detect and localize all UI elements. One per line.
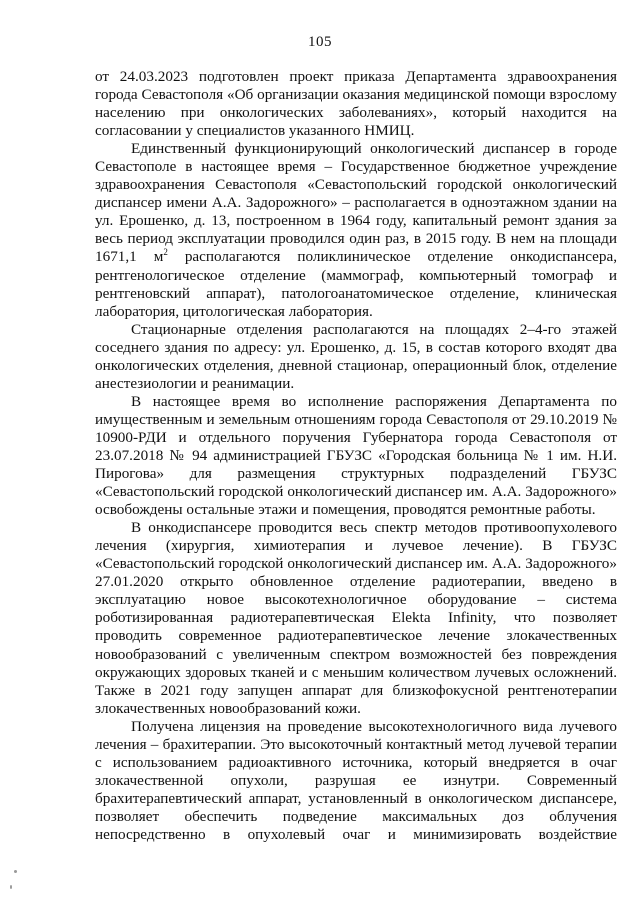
paragraph-inpatient-departments: Стационарные отделения располагаются на площадях 2–4-го этажей соседнего здания по адресу: ул. Ерошенко, д. 15, в состав которого входят два онкологических отделения, дневной стационар, операционный блок, отделение анестезиологии и реанимации. (95, 320, 617, 392)
paragraph-continuation: от 24.03.2023 подготовлен проект приказа Департамента здравоохранения города Севастополя «Об организации оказания медицинской помощи взрослому населению при онкологических заболеваниях», который находится на согласовании у специалистов указанного НМИЦ. (95, 68, 617, 140)
scan-artifact-dot (14, 870, 17, 873)
page-number: 105 (308, 34, 332, 50)
scan-artifact-dot (10, 885, 12, 889)
paragraph-oncology-dispensary-text-after: располагаются поликлиническое отделение онкодиспансера, рентгенологическое отделение (маммограф, компьютерный томограф и рентгеновский аппарат), патологоанатомическое отделение, клиническая лаборатория, цитологическая лаборатория. (95, 248, 617, 320)
paragraph-oncology-dispensary (95, 140, 617, 320)
paragraph-treatment-methods: В онкодиспансере проводится весь спектр методов противоопухолевого лечения (хирургия, химиотерапия и лучевое лечение). В ГБУЗС «Севастопольский городской онкологический диспансер им. А.А. Задорожного» 27.01.2020 открыто обновленное отделение радиотерапии, введено в эксплуатацию новое высокотехнологичное оборудование – система роботизированная радиотерапевтическая Elekta Infinity, что позволяет проводить современное радиотерапевтическое лечение злокачественных новообразований с увеличенным спектром возможностей без повреждения окружающих здоровых тканей и с меньшим количеством лучевых осложнений. Также в 2021 году запущен аппарат для близкофокусной рентгенотерапии злокачественных новообразований кожи. (95, 519, 617, 717)
paragraph-oncology-dispensary-text: Единственный функционирующий онкологический диспансер в городе Севастополе в настоящее время – Государственное бюджетное учреждение здравоохранения Севастополя «Севастопольский городской онкологический диспансер имени А.А. Задорожного» – располагается в одноэтажном здании на ул. Ерошенко, д. 13, построенном в 1964 году, капитальный ремонт здания за весь период эксплуатации проводился один раз, в 2015 году. В нем на площади 1671,1 м (95, 140, 617, 266)
document-body (95, 68, 617, 844)
paragraph-brachytherapy: Получена лицензия на проведение высокотехнологичного вида лучевого лечения – брахитерапии. Это высокоточный контактный метод лучевой терапии с использованием радиоактивного источника, который внедряется в очаг злокачественной опухоли, разрушая ее изнутри. Современный брахитерапевтический аппарат, установленный в онкологическом диспансере, позволяет обеспечить подведение максимальных доз облучения непосредственно в опухолевый очаг и минимизировать воздействие (95, 717, 617, 843)
paragraph-renovation: В настоящее время во исполнение распоряжения Департамента по имущественным и земельным отношениям города Севастополя от 29.10.2019 № 10900-РДИ и отдельного поручения Губернатора города Севастополя от 23.07.2018 № 94 администрацией ГБУЗС «Городская больница № 1 им. Н.И. Пирогова» для размещения структурных подразделений ГБУЗС «Севастопольский городской онкологический диспансер им. А.А. Задорожного» освобождены остальные этажи и помещения, проводятся ремонтные работы. (95, 392, 617, 519)
square-meter-superscript: 2 (163, 247, 168, 258)
